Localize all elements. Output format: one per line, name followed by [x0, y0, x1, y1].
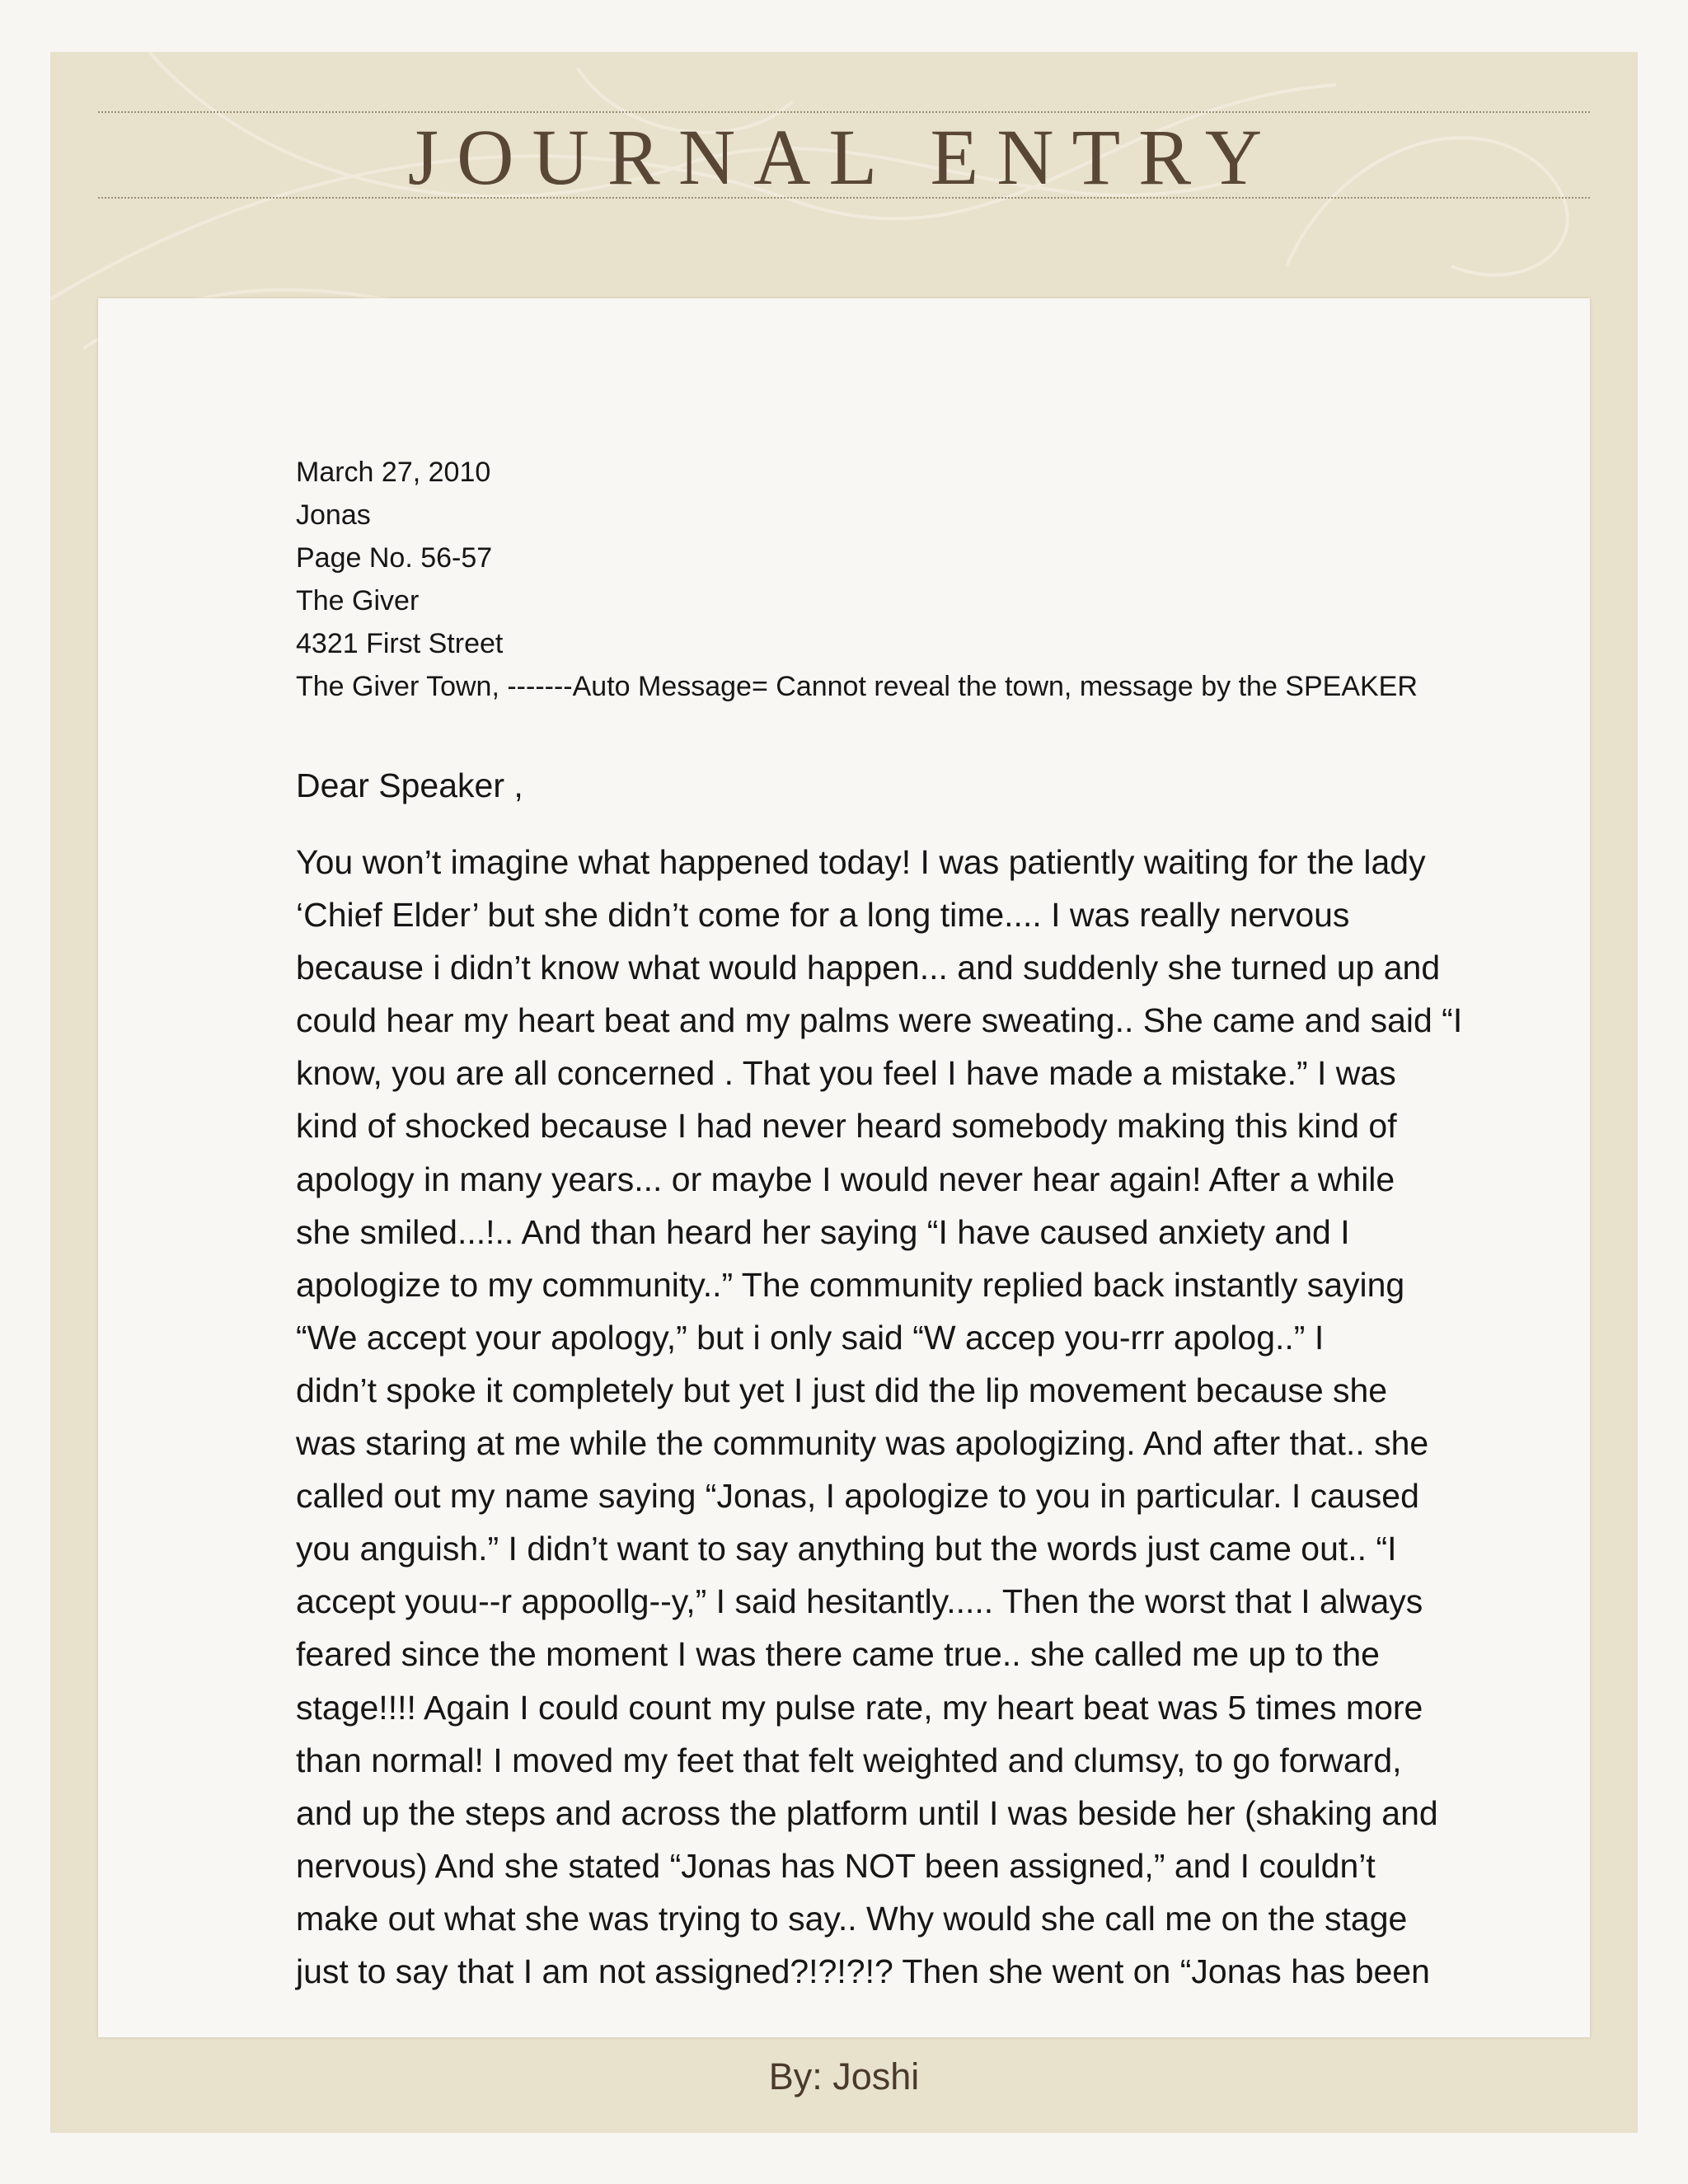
author-byline: By: Joshi [768, 2055, 920, 2097]
journal-frame [50, 52, 1638, 2133]
body-line: than normal! I moved my feet that felt weighted and clumsy, to go forward, [296, 1741, 1402, 1779]
letter-salutation: Dear Speaker , [296, 766, 523, 804]
body-line: kind of shocked because I had never heard somebody making this kind of [296, 1107, 1397, 1146]
body-line: know, you are all concerned . That you feel I have made a mistake.” I was [296, 1054, 1396, 1093]
body-line: ‘Chief Elder’ but she didn’t come for a long time.... I was really nervous [296, 896, 1350, 935]
body-line: called out my name saying “Jonas, I apologize to you in particular. I caused [296, 1477, 1419, 1516]
body-line: apology in many years... or maybe I would never hear again! After a while [296, 1160, 1395, 1198]
address-town: The Giver Town, -------Auto Message= Cannot reveal the town, message by the SPEAKER [296, 671, 1418, 702]
body-line: “We accept your apology,” but i only said “W accep you-rrr apolog..” I [296, 1318, 1325, 1357]
body-line: feared since the moment I was there came true.. she called me up to the [296, 1635, 1380, 1674]
body-line: apologize to my community..” The community replied back instantly saying [296, 1265, 1405, 1304]
address-block [296, 451, 1418, 708]
title-rule-bottom [98, 197, 1590, 199]
body-line: and up the steps and across the platform until I was beside her (shaking and [296, 1793, 1438, 1832]
body-line: could hear my heart beat and my palms were sweating.. She came and said “I [296, 1001, 1463, 1040]
body-line: stage!!!! Again I could count my pulse rate, my heart beat was 5 times more [296, 1688, 1423, 1727]
body-line: accept youu--r appoollg--y,” I said hesitantly..... Then the worst that I always [296, 1582, 1423, 1621]
body-line: just to say that I am not assigned?!?!?!? Then she went on “Jonas has been [296, 1952, 1430, 1990]
body-line: nervous) And she stated “Jonas has NOT been assigned,” and I couldn’t [296, 1846, 1376, 1885]
address-street: 4321 First Street [296, 628, 504, 659]
address-name: Jonas [296, 499, 371, 531]
page-title: JOURNAL ENTRY [407, 113, 1281, 201]
letter-paper [98, 298, 1590, 2037]
body-line: make out what she was trying to say.. Why would she call me on the stage [296, 1899, 1408, 1938]
body-line: was staring at me while the community was apologizing. And after that.. she [296, 1424, 1429, 1463]
body-line: because i didn’t know what would happen... and suddenly she turned up and [296, 949, 1441, 987]
body-line: she smiled...!.. And than heard her saying “I have caused anxiety and I [296, 1212, 1350, 1251]
body-line: You won’t imagine what happened today! I was patiently waiting for the lady [296, 843, 1426, 881]
body-line: you anguish.” I didn’t want to say anything but the words just came out.. “I [296, 1530, 1397, 1568]
address-date: March 27, 2010 [296, 457, 491, 488]
address-book-title: The Giver [296, 585, 420, 616]
letter-body [296, 836, 1462, 1998]
body-line: didn’t spoke it completely but yet I just did the lip movement because she [296, 1371, 1388, 1409]
address-page-number: Page No. 56-57 [296, 542, 493, 574]
